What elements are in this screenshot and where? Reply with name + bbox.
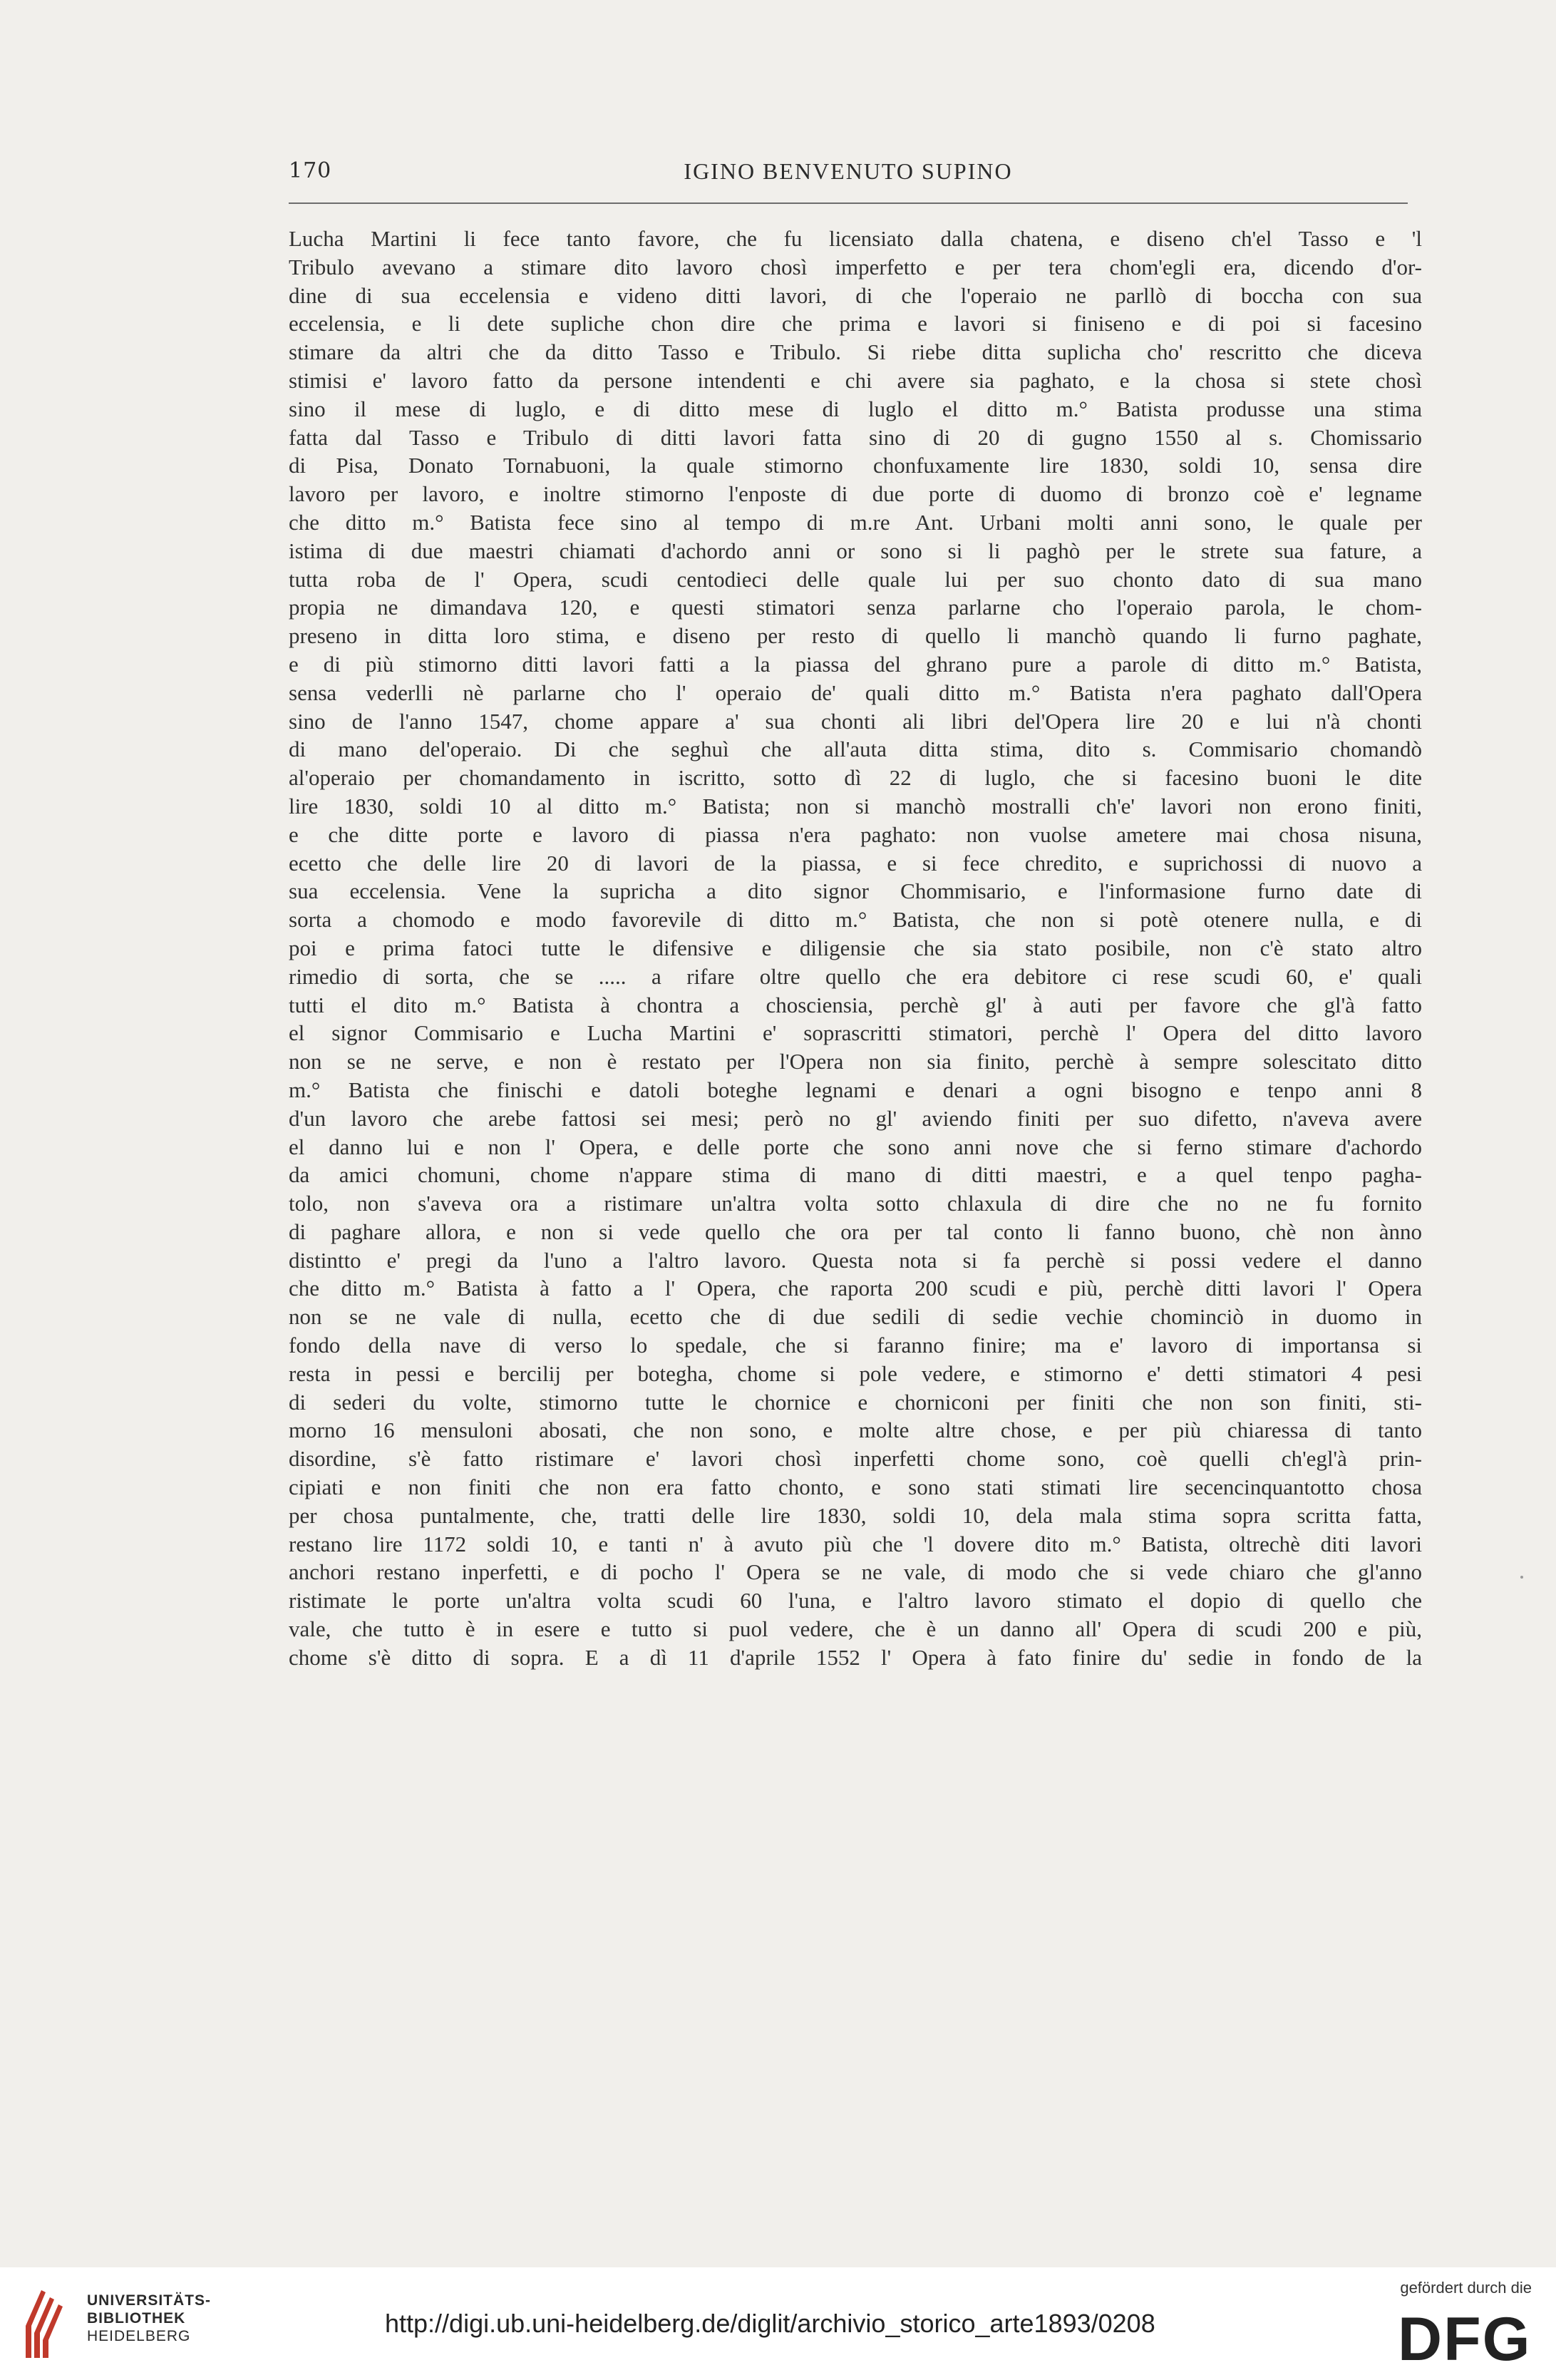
body-text xyxy=(289,225,1422,1672)
library-name-line-3: HEIDELBERG xyxy=(87,2328,191,2344)
text-line: morno 16 mensuloni abosati, che non sono, e molte altre chose, e per più chiaressa di tanto xyxy=(289,1417,1422,1443)
text-line: lire 1830, soldi 10 al ditto m.° Batista; non si manchò mostralli ch'e' lavori non erono finiti, xyxy=(289,793,1422,819)
text-line: cipiati e non finiti che non era fatto chonto, e sono stati stimati lire secencinquantotto chosa xyxy=(289,1474,1422,1500)
text-line: tutti el dito m.° Batista à chontra a chosciensia, perchè gl' à auti per favore che gl'à fatto xyxy=(289,992,1422,1017)
text-line: lavoro per lavoro, e inoltre stimorno l'enposte di due porte di duomo di bronzo coè e' legname xyxy=(289,481,1422,507)
text-line: ecetto che delle lire 20 di lavori de la piassa, e si fece chredito, e suprichossi di nuovo a xyxy=(289,850,1422,876)
text-line: tutta roba de l' Opera, scudi centodieci delle quale lui per suo chonto dato di sua mano xyxy=(289,566,1422,592)
page-number: 170 xyxy=(289,158,332,183)
text-line: sino de l'anno 1547, chome appare a' sua chonti ali libri del'Opera lire 20 e lui n'à chonti xyxy=(289,708,1422,734)
text-line: stimisi e' lavoro fatto da persone intendenti e chi avere sia paghato, e la chosa si stete chosì xyxy=(289,367,1422,393)
dfg-logo-text: DFG xyxy=(1398,2309,1532,2366)
text-line: e di più stimorno ditti lavori fatti a la piassa del ghrano pure a parole di ditto m.° Batista, xyxy=(289,651,1422,677)
text-line: sino il mese di luglo, e di ditto mese di luglo el ditto m.° Batista produsse una stima xyxy=(289,396,1422,421)
text-line: distintto e' pregi da l'uno a l'altro lavoro. Questa nota si fa perchè si possi vedere el danno xyxy=(289,1247,1422,1273)
text-line: disordine, s'è fatto ristimare e' lavori chosì inperfetti chome sono, coè quelli ch'egl'à prin- xyxy=(289,1446,1422,1472)
text-line: ristimate le porte un'altra volta scudi 60 l'una, e l'altro lavoro stimato el dopio di quello che xyxy=(289,1588,1422,1614)
text-line: di mano del'operaio. Di che seghuì che all'auta ditta stima, dito s. Commisario chomandò xyxy=(289,737,1422,762)
text-line: vale, che tutto è in esere e tutto si puol vedere, che è un danno all' Opera di scudi 200 e più, xyxy=(289,1616,1422,1642)
text-line: di paghare allora, e non si vede quello che ora per tal conto li fanno buono, chè non ànno xyxy=(289,1219,1422,1244)
text-line: al'operaio per chomandamento in iscritto, sotto dì 22 di luglo, che si facesino buoni le dite xyxy=(289,765,1422,791)
text-line: fondo della nave di verso lo spedale, che si faranno finire; ma e' lavoro di importansa si xyxy=(289,1333,1422,1358)
text-line: Tribulo avevano a stimare dito lavoro chosì imperfetto e per tera chom'egli era, dicendo d'or- xyxy=(289,254,1422,279)
text-line: sorta a chomodo e modo favorevile di ditto m.° Batista, che non si potè otenere nulla, e di xyxy=(289,907,1422,933)
scan-speck xyxy=(1520,1576,1523,1579)
text-line: non se ne vale di nulla, ecetto che di due sedili di sedie vechie chominciò in duomo in xyxy=(289,1304,1422,1330)
text-line: istima di due maestri chiamati d'achordo anni or sono si li paghò per le strete sua fature, a xyxy=(289,538,1422,563)
running-title: IGINO BENVENUTO SUPINO xyxy=(684,158,1013,184)
text-line: sensa vederlli nè parlarne cho l' operaio de' quali ditto m.° Batista n'era paghato dall'Opera xyxy=(289,679,1422,705)
heidelberg-library-logo-icon xyxy=(20,2283,77,2365)
library-name-line-2: BIBLIOTHEK xyxy=(87,2310,186,2327)
text-line: per chosa puntalmente, che, tratti delle lire 1830, soldi 10, dela mala stima sopra scritta fatta, xyxy=(289,1502,1422,1528)
text-line: rimedio di sorta, che se ..... a rifare oltre quello che era debitore ci rese scudi 60, e' quali xyxy=(289,963,1422,989)
text-line: di Pisa, Donato Tornabuoni, la quale stimorno chonfuxamente lire 1830, soldi 10, sensa dire xyxy=(289,453,1422,478)
text-line: preseno in ditta loro stima, e diseno per resto di quello li manchò quando li furno paghate, xyxy=(289,623,1422,649)
text-line: restano lire 1172 soldi 10, e tanti n' à avuto più che 'l dovere dito m.° Batista, oltrechè diti lavori xyxy=(289,1531,1422,1556)
text-line: chome s'è ditto di sopra. E a dì 11 d'aprile 1552 l' Opera à fato finire du' sedie in fondo de la xyxy=(289,1644,1422,1670)
text-line: da amici chomuni, chome n'appare stima di mano di ditti maestri, e a quel tenpo pagha- xyxy=(289,1162,1422,1188)
text-line: d'un lavoro che arebe fattosi sei mesi; però no gl' aviendo finiti per suo difetto, n'aveva avere xyxy=(289,1105,1422,1131)
digitization-footer xyxy=(0,2267,1556,2380)
text-line: stimare da altri che da ditto Tasso e Tribulo. Si riebe ditta suplicha cho' rescritto che diceva xyxy=(289,339,1422,365)
text-line: resta in pessi e bercilij per botegha, chome si pole vedere, e stimorno e' detti stimatori 4 pesi xyxy=(289,1360,1422,1386)
text-line: non se ne serve, e non è restato per l'Opera non sia finito, perchè à sempre solescitato ditto xyxy=(289,1049,1422,1074)
text-line: sua eccelensia. Vene la supricha a dito signor Chommisario, e l'informasione furno date di xyxy=(289,878,1422,904)
permalink-url[interactable]: http://digi.ub.uni-heidelberg.de/diglit/archivio_storico_arte1893/0208 xyxy=(385,2309,1155,2338)
text-line: e che ditte porte e lavoro di piassa n'era paghato: non vuolse ametere mai chosa nisuna, xyxy=(289,821,1422,847)
text-line: propia ne dimandava 120, e questi stimatori senza parlarne cho l'operaio parola, le chom- xyxy=(289,595,1422,620)
text-line: anchori restano inperfetti, e di pocho l' Opera se ne vale, di modo che si vede chiaro che gl'anno xyxy=(289,1559,1422,1585)
text-line: di sederi du volte, stimorno tutte le chornice e chorniconi per finiti che non son finiti, sti- xyxy=(289,1389,1422,1415)
library-name-line-1: UNIVERSITÄTS- xyxy=(87,2292,212,2309)
text-line: che ditto m.° Batista à fatto a l' Opera, che raporta 200 scudi e più, perchè ditti lavori l' Opera xyxy=(289,1276,1422,1301)
text-line: che ditto m.° Batista fece sino al tempo di m.re Ant. Urbani molti anni sono, le quale per xyxy=(289,509,1422,535)
text-line: eccelensia, e li dete supliche chon dire che prima e lavori si finiseno e di poi si facesino xyxy=(289,311,1422,337)
text-line: fatta dal Tasso e Tribulo di ditti lavori fatta sino di 20 di gugno 1550 al s. Chomissario xyxy=(289,424,1422,450)
text-line: poi e prima fatoci tutte le difensive e diligensie che sia stato posibile, non c'è stato altro xyxy=(289,935,1422,960)
text-line: m.° Batista che finischi e datoli boteghe legnami e denari a ogni bisogno e tenpo anni 8 xyxy=(289,1077,1422,1102)
running-head xyxy=(289,158,1408,191)
dfg-logo-icon xyxy=(1398,2309,1532,2366)
header-rule xyxy=(289,202,1408,204)
text-line: tolo, non s'aveva ora a ristimare un'altra volta sotto chlaxula di dire che no ne fu fornito xyxy=(289,1191,1422,1216)
funded-by-label: gefördert durch die xyxy=(1400,2279,1532,2297)
library-name xyxy=(87,2292,211,2345)
text-line: el danno lui e non l' Opera, e delle porte che sono anni nove che si ferno stimare d'achordo xyxy=(289,1134,1422,1159)
text-line: dine di sua eccelensia e videno ditti lavori, di che l'operaio ne parllò di boccha con sua xyxy=(289,282,1422,308)
text-line: Lucha Martini li fece tanto favore, che fu licensiato dalla chatena, e diseno ch'el Tasso e 'l xyxy=(289,226,1422,251)
text-line: el signor Commisario e Lucha Martini e' soprascritti stimatori, perchè l' Opera del ditto lavoro xyxy=(289,1020,1422,1046)
